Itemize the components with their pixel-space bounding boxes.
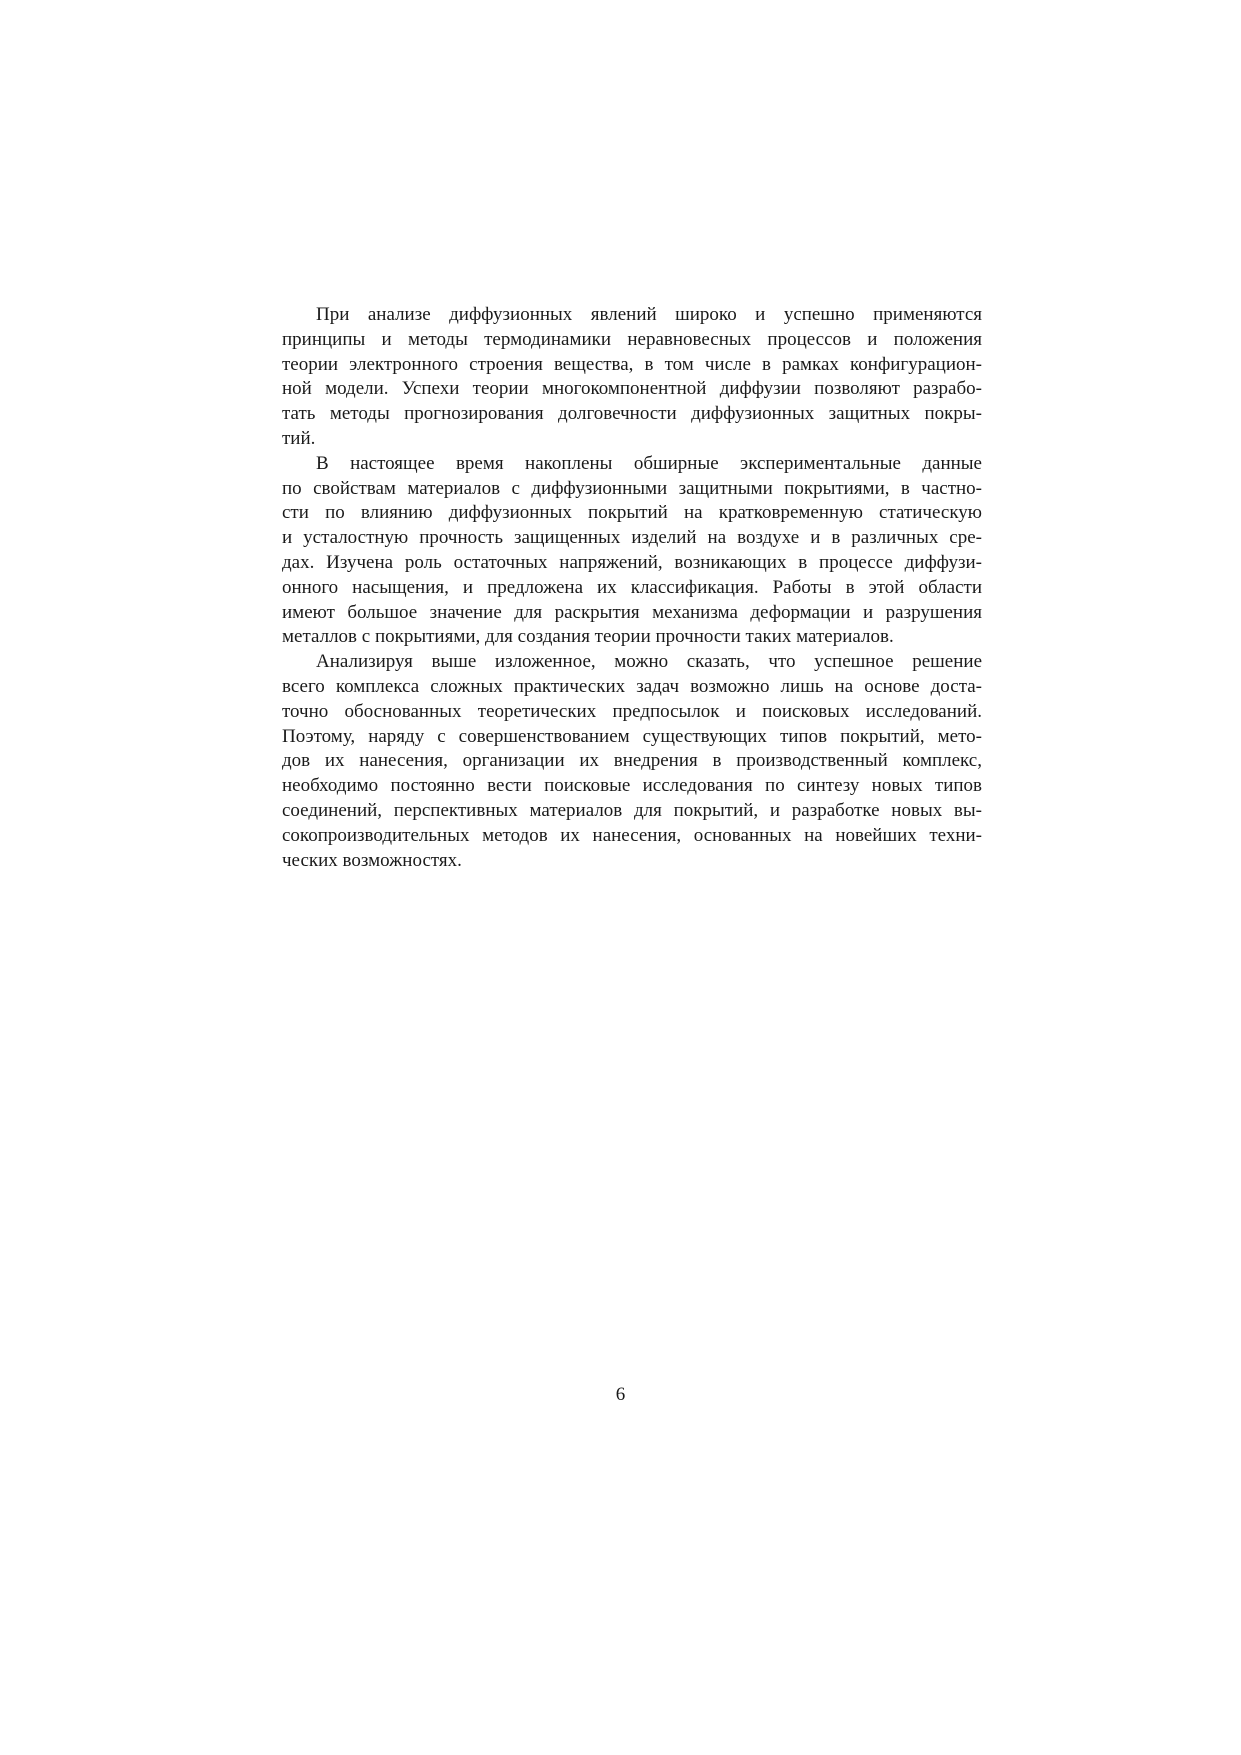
- paragraph-3: [282, 650, 982, 873]
- text-line: тать методы прогнозирования долговечности диффузионных защитных покры-: [282, 403, 982, 425]
- text-line: онного насыщения, и предложена их классификация. Работы в этой области: [282, 576, 982, 598]
- text-line: ной модели. Успехи теории многокомпонентной диффузии позволяют разрабо-: [282, 378, 982, 400]
- text-line: сти по влиянию диффузионных покрытий на кратковременную статическую: [282, 502, 982, 524]
- text-line: по свойствам материалов с диффузионными защитными покрытиями, в частно-: [282, 477, 982, 499]
- text-line: необходимо постоянно вести поисковые исследования по синтезу новых типов: [282, 775, 982, 797]
- text-line: и усталостную прочность защищенных изделий на воздухе и в различных сре-: [282, 527, 982, 549]
- text-line: При анализе диффузионных явлений широко и успешно применяются: [316, 304, 982, 325]
- text-line: Поэтому, наряду с совершенствованием существующих типов покрытий, мето-: [282, 725, 982, 747]
- text-line: имеют большое значение для раскрытия механизма деформации и разрушения: [282, 601, 982, 623]
- text-line: соединений, перспективных материалов для покрытий, и разработке новых вы-: [282, 799, 982, 821]
- text-line: сокопроизводительных методов их нанесения, основанных на новейших техни-: [282, 824, 982, 846]
- text-line: тий.: [282, 427, 316, 449]
- page-number: 6: [615, 1384, 626, 1405]
- text-line: В настоящее время накоплены обширные экспериментальные данные: [316, 452, 982, 474]
- text-line: металлов с покрытиями, для создания теории прочности таких материалов.: [282, 626, 894, 648]
- text-line: Анализируя выше изложенное, можно сказать, что успешное решение: [316, 651, 982, 673]
- text-line: дов их нанесения, организации их внедрения в производственный комплекс,: [282, 750, 982, 772]
- paragraph-2: [282, 452, 982, 650]
- text-line: всего комплекса сложных практических задач возможно лишь на основе доста-: [282, 675, 982, 697]
- paragraph-1: [282, 303, 982, 452]
- text-line: точно обоснованных теоретических предпосылок и поисковых исследований.: [282, 700, 982, 722]
- text-line: принципы и методы термодинамики неравновесных процессов и положения: [282, 328, 982, 350]
- text-line: теории электронного строения вещества, в том числе в рамках конфигурацион-: [282, 353, 982, 375]
- text-line: ческих возможностях.: [282, 849, 462, 871]
- text-line: дах. Изучена роль остаточных напряжений, возникающих в процессе диффузи-: [282, 551, 982, 573]
- body-text: [282, 303, 982, 873]
